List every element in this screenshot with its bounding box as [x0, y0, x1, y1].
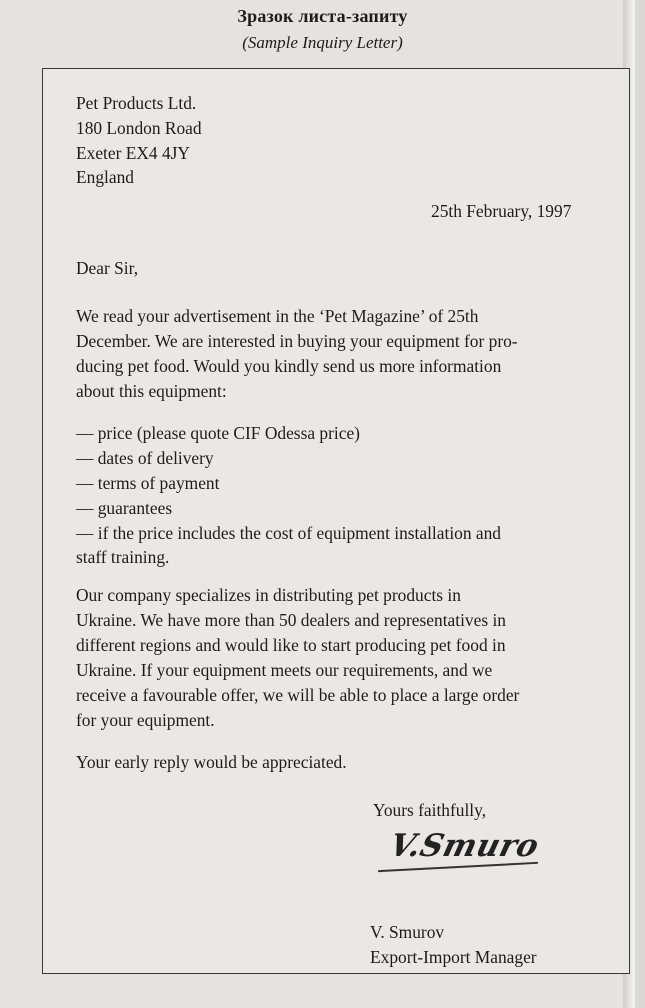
list-item: — dates of delivery — [76, 448, 214, 468]
paragraph-line: December. We are interested in buying your equipment for pro- — [76, 331, 518, 351]
list-item: — guarantees — [76, 498, 173, 518]
paragraph-line: Our company specializes in distributing pet products in — [76, 585, 461, 605]
signer-name: V. Smurov — [370, 922, 445, 942]
address-line: England — [76, 167, 134, 187]
salutation: Dear Sir, — [76, 258, 139, 278]
list-item-continuation: staff training. — [76, 547, 170, 567]
list-item: — price (please quote CIF Odessa price) — [76, 423, 360, 443]
letter-date: 25th February, 1997 — [431, 201, 572, 221]
page-subtitle: (Sample Inquiry Letter) — [242, 33, 403, 52]
letter-frame — [42, 68, 630, 974]
address-line: Exeter EX4 4JY — [76, 143, 190, 163]
signer-title: Export-Import Manager — [370, 947, 537, 967]
paragraph-line: ducing pet food. Would you kindly send us more information — [76, 356, 502, 376]
paragraph-line: receive a favourable offer, we will be able to place a large order — [76, 685, 520, 705]
svg-text:V.Smurov: V.Smurov — [386, 827, 545, 864]
paragraph-line: Ukraine. We have more than 50 dealers and representatives in — [76, 610, 506, 630]
list-item: — terms of payment — [76, 473, 220, 493]
paragraph-line: We read your advertisement in the ‘Pet Magazine’ of 25th — [76, 306, 479, 326]
complimentary-close: Yours faithfully, — [373, 800, 487, 820]
signature-svg — [384, 822, 545, 866]
paragraph-line: Ukraine. If your equipment meets our requirements, and we — [76, 660, 493, 680]
address-line: Pet Products Ltd. — [76, 93, 197, 113]
address-line: 180 London Road — [76, 118, 202, 138]
list-item: — if the price includes the cost of equipment installation and — [76, 523, 501, 543]
paragraph-line: about this equipment: — [76, 381, 227, 401]
closing-line: Your early reply would be appreciated. — [76, 752, 347, 772]
paragraph-line: different regions and would like to start producing pet food in — [76, 635, 506, 655]
paragraph-line: for your equipment. — [76, 710, 215, 730]
page-title: Зразок листа-запиту — [237, 6, 408, 26]
